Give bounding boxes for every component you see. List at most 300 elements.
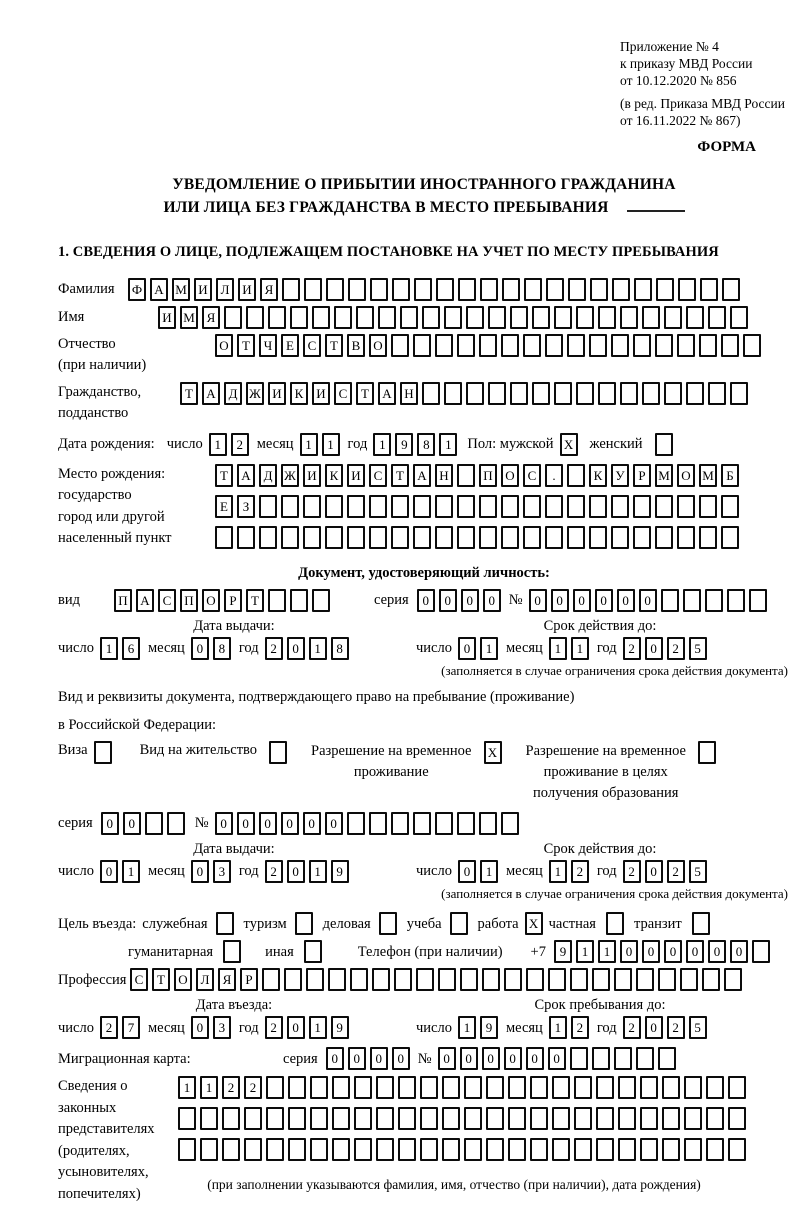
char-box[interactable]: С: [158, 589, 176, 612]
entry-month-boxes[interactable]: [191, 1016, 231, 1039]
doc-type-boxes[interactable]: [114, 589, 330, 612]
char-box[interactable]: [348, 278, 366, 301]
char-box[interactable]: [728, 1107, 746, 1130]
char-box[interactable]: 2: [571, 1016, 589, 1039]
char-box[interactable]: 0: [529, 589, 547, 612]
char-box[interactable]: [325, 526, 343, 549]
char-box[interactable]: 2: [667, 1016, 685, 1039]
char-box[interactable]: 2: [265, 860, 283, 883]
char-box[interactable]: 9: [331, 860, 349, 883]
char-box[interactable]: [523, 495, 541, 518]
char-box[interactable]: [677, 526, 695, 549]
char-box[interactable]: [524, 278, 542, 301]
char-box[interactable]: [634, 278, 652, 301]
char-box[interactable]: [281, 526, 299, 549]
char-box[interactable]: [259, 526, 277, 549]
char-box[interactable]: [699, 334, 717, 357]
char-box[interactable]: О: [677, 464, 695, 487]
char-box[interactable]: [416, 968, 434, 991]
char-box[interactable]: [282, 278, 300, 301]
char-box[interactable]: [611, 495, 629, 518]
char-box[interactable]: Л: [196, 968, 214, 991]
char-box[interactable]: [532, 382, 550, 405]
name-boxes[interactable]: [158, 306, 748, 329]
char-box[interactable]: [508, 1076, 526, 1099]
char-box[interactable]: [655, 495, 673, 518]
char-box[interactable]: 1: [122, 860, 140, 883]
char-box[interactable]: О: [501, 464, 519, 487]
char-box[interactable]: 0: [461, 589, 479, 612]
char-box[interactable]: А: [150, 278, 168, 301]
char-box[interactable]: [662, 1107, 680, 1130]
char-box[interactable]: 0: [645, 637, 663, 660]
char-box[interactable]: [727, 589, 745, 612]
char-box[interactable]: [284, 968, 302, 991]
doc-number-boxes[interactable]: [529, 589, 767, 612]
checkbox-purpose-transit[interactable]: [692, 912, 710, 935]
stay-number-boxes[interactable]: [215, 812, 519, 835]
char-box[interactable]: [457, 526, 475, 549]
char-box[interactable]: [332, 1138, 350, 1161]
char-box[interactable]: [347, 812, 365, 835]
char-box[interactable]: [246, 306, 264, 329]
char-box[interactable]: [730, 306, 748, 329]
char-box[interactable]: 0: [645, 1016, 663, 1039]
char-box[interactable]: [530, 1107, 548, 1130]
char-box[interactable]: [334, 306, 352, 329]
char-box[interactable]: [480, 278, 498, 301]
char-box[interactable]: [642, 382, 660, 405]
char-box[interactable]: [684, 1107, 702, 1130]
char-box[interactable]: Т: [152, 968, 170, 991]
char-box[interactable]: [178, 1107, 196, 1130]
char-box[interactable]: [611, 526, 629, 549]
citizenship-boxes[interactable]: [180, 382, 748, 405]
char-box[interactable]: [466, 306, 484, 329]
char-box[interactable]: 0: [664, 940, 682, 963]
char-box[interactable]: [332, 1107, 350, 1130]
checkbox-rvp-education[interactable]: [698, 741, 716, 764]
char-box[interactable]: [222, 1107, 240, 1130]
char-box[interactable]: 0: [417, 589, 435, 612]
char-box[interactable]: [398, 1107, 416, 1130]
char-box[interactable]: 1: [480, 637, 498, 660]
char-box[interactable]: 2: [244, 1076, 262, 1099]
char-box[interactable]: 2: [667, 637, 685, 660]
char-box[interactable]: [567, 495, 585, 518]
char-box[interactable]: [347, 526, 365, 549]
char-box[interactable]: [369, 526, 387, 549]
char-box[interactable]: 1: [439, 433, 457, 456]
char-box[interactable]: [488, 306, 506, 329]
char-box[interactable]: 0: [482, 1047, 500, 1070]
char-box[interactable]: [436, 278, 454, 301]
char-box[interactable]: [640, 1076, 658, 1099]
char-box[interactable]: Р: [240, 968, 258, 991]
char-box[interactable]: [636, 968, 654, 991]
char-box[interactable]: [658, 1047, 676, 1070]
char-box[interactable]: [310, 1138, 328, 1161]
char-box[interactable]: [728, 1138, 746, 1161]
char-box[interactable]: [618, 1107, 636, 1130]
char-box[interactable]: [501, 812, 519, 835]
char-box[interactable]: [589, 495, 607, 518]
char-box[interactable]: 0: [686, 940, 704, 963]
doc-series-boxes[interactable]: [417, 589, 501, 612]
checkbox-purpose-private[interactable]: [606, 912, 624, 935]
char-box[interactable]: [574, 1107, 592, 1130]
stay-expiry-year-boxes[interactable]: [623, 860, 707, 883]
char-box[interactable]: 0: [326, 1047, 344, 1070]
char-box[interactable]: Я: [260, 278, 278, 301]
char-box[interactable]: А: [378, 382, 396, 405]
char-box[interactable]: 2: [623, 860, 641, 883]
char-box[interactable]: [369, 495, 387, 518]
char-box[interactable]: [570, 968, 588, 991]
char-box[interactable]: 0: [303, 812, 321, 835]
char-box[interactable]: [266, 1076, 284, 1099]
char-box[interactable]: [721, 334, 739, 357]
checkbox-purpose-study[interactable]: [450, 912, 468, 935]
char-box[interactable]: [706, 1076, 724, 1099]
char-box[interactable]: 1: [576, 940, 594, 963]
char-box[interactable]: [708, 382, 726, 405]
char-box[interactable]: [590, 278, 608, 301]
char-box[interactable]: Е: [281, 334, 299, 357]
char-box[interactable]: [592, 968, 610, 991]
char-box[interactable]: [662, 1076, 680, 1099]
id-issue-day-boxes[interactable]: [100, 637, 140, 660]
stay-until-day-boxes[interactable]: [458, 1016, 498, 1039]
checkbox-purpose-business[interactable]: [379, 912, 397, 935]
char-box[interactable]: 0: [123, 812, 141, 835]
char-box[interactable]: 0: [191, 1016, 209, 1039]
char-box[interactable]: [290, 306, 308, 329]
char-box[interactable]: 3: [213, 1016, 231, 1039]
id-issue-month-boxes[interactable]: [191, 637, 231, 660]
char-box[interactable]: [596, 1138, 614, 1161]
char-box[interactable]: [266, 1138, 284, 1161]
char-box[interactable]: [486, 1107, 504, 1130]
char-box[interactable]: [354, 1107, 372, 1130]
char-box[interactable]: [568, 278, 586, 301]
char-box[interactable]: И: [268, 382, 286, 405]
char-box[interactable]: Т: [246, 589, 264, 612]
char-box[interactable]: [501, 526, 519, 549]
char-box[interactable]: [724, 968, 742, 991]
char-box[interactable]: 0: [642, 940, 660, 963]
char-box[interactable]: 1: [598, 940, 616, 963]
id-expiry-day-boxes[interactable]: [458, 637, 498, 660]
char-box[interactable]: С: [334, 382, 352, 405]
char-box[interactable]: [508, 1138, 526, 1161]
char-box[interactable]: [378, 306, 396, 329]
char-box[interactable]: [244, 1107, 262, 1130]
char-box[interactable]: 5: [689, 1016, 707, 1039]
char-box[interactable]: 0: [551, 589, 569, 612]
char-box[interactable]: [574, 1076, 592, 1099]
char-box[interactable]: [683, 589, 701, 612]
char-box[interactable]: А: [237, 464, 255, 487]
char-box[interactable]: [479, 495, 497, 518]
char-box[interactable]: [677, 334, 695, 357]
char-box[interactable]: К: [325, 464, 343, 487]
char-box[interactable]: [706, 1138, 724, 1161]
char-box[interactable]: [466, 382, 484, 405]
char-box[interactable]: [708, 306, 726, 329]
char-box[interactable]: С: [130, 968, 148, 991]
char-box[interactable]: [281, 495, 299, 518]
checkbox-purpose-official[interactable]: [216, 912, 234, 935]
char-box[interactable]: 2: [667, 860, 685, 883]
char-box[interactable]: [567, 464, 585, 487]
char-box[interactable]: З: [237, 495, 255, 518]
char-box[interactable]: [552, 1107, 570, 1130]
birth-place-boxes-row2[interactable]: [215, 495, 739, 518]
char-box[interactable]: [354, 1076, 372, 1099]
char-box[interactable]: [215, 526, 233, 549]
char-box[interactable]: О: [174, 968, 192, 991]
char-box[interactable]: [398, 1076, 416, 1099]
char-box[interactable]: [510, 382, 528, 405]
char-box[interactable]: [332, 1076, 350, 1099]
char-box[interactable]: 1: [480, 860, 498, 883]
birth-month-boxes[interactable]: [300, 433, 340, 456]
char-box[interactable]: 0: [287, 1016, 305, 1039]
char-box[interactable]: 0: [215, 812, 233, 835]
char-box[interactable]: 0: [370, 1047, 388, 1070]
char-box[interactable]: Т: [237, 334, 255, 357]
birth-year-boxes[interactable]: [373, 433, 457, 456]
char-box[interactable]: [567, 334, 585, 357]
char-box[interactable]: 0: [595, 589, 613, 612]
char-box[interactable]: 3: [213, 860, 231, 883]
char-box[interactable]: [444, 306, 462, 329]
char-box[interactable]: [743, 334, 761, 357]
char-box[interactable]: [501, 495, 519, 518]
char-box[interactable]: [178, 1138, 196, 1161]
char-box[interactable]: [486, 1076, 504, 1099]
char-box[interactable]: [684, 1138, 702, 1161]
char-box[interactable]: [413, 526, 431, 549]
checkbox-rvp[interactable]: X: [484, 741, 502, 764]
char-box[interactable]: [699, 495, 717, 518]
char-box[interactable]: 0: [730, 940, 748, 963]
char-box[interactable]: [596, 1076, 614, 1099]
char-box[interactable]: Д: [259, 464, 277, 487]
char-box[interactable]: [442, 1107, 460, 1130]
entry-day-boxes[interactable]: [100, 1016, 140, 1039]
char-box[interactable]: [680, 968, 698, 991]
char-box[interactable]: А: [202, 382, 220, 405]
char-box[interactable]: 1: [178, 1076, 196, 1099]
checkbox-purpose-tourism[interactable]: [295, 912, 313, 935]
char-box[interactable]: [479, 334, 497, 357]
checkbox-gender-female[interactable]: [655, 433, 673, 456]
char-box[interactable]: [413, 495, 431, 518]
char-box[interactable]: [288, 1138, 306, 1161]
char-box[interactable]: [347, 495, 365, 518]
char-box[interactable]: И: [303, 464, 321, 487]
char-box[interactable]: 1: [549, 860, 567, 883]
char-box[interactable]: [620, 306, 638, 329]
char-box[interactable]: [422, 306, 440, 329]
char-box[interactable]: Н: [400, 382, 418, 405]
char-box[interactable]: [325, 495, 343, 518]
char-box[interactable]: 2: [571, 860, 589, 883]
char-box[interactable]: [312, 589, 330, 612]
char-box[interactable]: [464, 1107, 482, 1130]
char-box[interactable]: [398, 1138, 416, 1161]
char-box[interactable]: [268, 306, 286, 329]
char-box[interactable]: Т: [391, 464, 409, 487]
char-box[interactable]: 0: [620, 940, 638, 963]
char-box[interactable]: 0: [460, 1047, 478, 1070]
char-box[interactable]: К: [290, 382, 308, 405]
char-box[interactable]: [356, 306, 374, 329]
char-box[interactable]: [244, 1138, 262, 1161]
char-box[interactable]: [369, 812, 387, 835]
char-box[interactable]: [554, 382, 572, 405]
char-box[interactable]: 1: [100, 637, 118, 660]
char-box[interactable]: [546, 278, 564, 301]
char-box[interactable]: [482, 968, 500, 991]
char-box[interactable]: 1: [373, 433, 391, 456]
char-box[interactable]: [457, 495, 475, 518]
char-box[interactable]: [570, 1047, 588, 1070]
char-box[interactable]: [394, 968, 412, 991]
entry-year-boxes[interactable]: [265, 1016, 349, 1039]
char-box[interactable]: [618, 1138, 636, 1161]
char-box[interactable]: И: [158, 306, 176, 329]
char-box[interactable]: 2: [265, 1016, 283, 1039]
char-box[interactable]: О: [202, 589, 220, 612]
char-box[interactable]: [677, 495, 695, 518]
char-box[interactable]: [596, 1107, 614, 1130]
char-box[interactable]: [457, 464, 475, 487]
char-box[interactable]: [310, 1107, 328, 1130]
char-box[interactable]: [435, 526, 453, 549]
char-box[interactable]: М: [180, 306, 198, 329]
char-box[interactable]: Т: [180, 382, 198, 405]
char-box[interactable]: [728, 1076, 746, 1099]
profession-boxes[interactable]: [130, 968, 742, 991]
char-box[interactable]: [700, 278, 718, 301]
char-box[interactable]: 0: [526, 1047, 544, 1070]
patronymic-boxes[interactable]: [215, 334, 761, 357]
char-box[interactable]: [508, 1107, 526, 1130]
char-box[interactable]: [598, 382, 616, 405]
char-box[interactable]: [612, 278, 630, 301]
char-box[interactable]: [655, 334, 673, 357]
char-box[interactable]: [658, 968, 676, 991]
char-box[interactable]: [167, 812, 185, 835]
char-box[interactable]: 0: [617, 589, 635, 612]
char-box[interactable]: Л: [216, 278, 234, 301]
char-box[interactable]: [656, 278, 674, 301]
char-box[interactable]: [442, 1076, 460, 1099]
char-box[interactable]: [552, 1076, 570, 1099]
char-box[interactable]: [686, 306, 704, 329]
char-box[interactable]: [200, 1138, 218, 1161]
char-box[interactable]: А: [413, 464, 431, 487]
char-box[interactable]: 1: [309, 860, 327, 883]
char-box[interactable]: [526, 968, 544, 991]
char-box[interactable]: [706, 1107, 724, 1130]
char-box[interactable]: [391, 495, 409, 518]
char-box[interactable]: Ф: [128, 278, 146, 301]
char-box[interactable]: 0: [348, 1047, 366, 1070]
char-box[interactable]: .: [545, 464, 563, 487]
char-box[interactable]: [598, 306, 616, 329]
char-box[interactable]: [457, 812, 475, 835]
char-box[interactable]: [576, 382, 594, 405]
char-box[interactable]: [435, 334, 453, 357]
char-box[interactable]: К: [589, 464, 607, 487]
char-box[interactable]: [290, 589, 308, 612]
representatives-boxes-row3[interactable]: [178, 1138, 746, 1161]
char-box[interactable]: 0: [708, 940, 726, 963]
char-box[interactable]: 0: [639, 589, 657, 612]
char-box[interactable]: 0: [287, 860, 305, 883]
char-box[interactable]: 2: [265, 637, 283, 660]
char-box[interactable]: 1: [571, 637, 589, 660]
char-box[interactable]: И: [238, 278, 256, 301]
char-box[interactable]: [304, 278, 322, 301]
char-box[interactable]: [554, 306, 572, 329]
char-box[interactable]: 0: [191, 637, 209, 660]
char-box[interactable]: 2: [222, 1076, 240, 1099]
char-box[interactable]: [642, 306, 660, 329]
char-box[interactable]: 1: [200, 1076, 218, 1099]
char-box[interactable]: [678, 278, 696, 301]
char-box[interactable]: С: [303, 334, 321, 357]
char-box[interactable]: 0: [191, 860, 209, 883]
char-box[interactable]: 0: [281, 812, 299, 835]
char-box[interactable]: 1: [458, 1016, 476, 1039]
birth-day-boxes[interactable]: [209, 433, 249, 456]
char-box[interactable]: 2: [623, 1016, 641, 1039]
char-box[interactable]: [326, 278, 344, 301]
char-box[interactable]: А: [136, 589, 154, 612]
char-box[interactable]: М: [172, 278, 190, 301]
char-box[interactable]: Н: [435, 464, 453, 487]
char-box[interactable]: В: [347, 334, 365, 357]
char-box[interactable]: [574, 1138, 592, 1161]
char-box[interactable]: [721, 526, 739, 549]
char-box[interactable]: [633, 495, 651, 518]
char-box[interactable]: 0: [259, 812, 277, 835]
char-box[interactable]: [438, 968, 456, 991]
char-box[interactable]: [664, 306, 682, 329]
char-box[interactable]: П: [114, 589, 132, 612]
char-box[interactable]: Т: [356, 382, 374, 405]
mc-number-boxes[interactable]: [438, 1047, 676, 1070]
char-box[interactable]: [576, 306, 594, 329]
char-box[interactable]: [310, 1076, 328, 1099]
checkbox-purpose-other[interactable]: [304, 940, 322, 963]
char-box[interactable]: [350, 968, 368, 991]
char-box[interactable]: [268, 589, 286, 612]
char-box[interactable]: 0: [504, 1047, 522, 1070]
char-box[interactable]: [684, 1076, 702, 1099]
char-box[interactable]: [420, 1076, 438, 1099]
char-box[interactable]: [376, 1076, 394, 1099]
char-box[interactable]: Ч: [259, 334, 277, 357]
char-box[interactable]: [655, 526, 673, 549]
char-box[interactable]: [633, 526, 651, 549]
stay-series-boxes[interactable]: [101, 812, 185, 835]
